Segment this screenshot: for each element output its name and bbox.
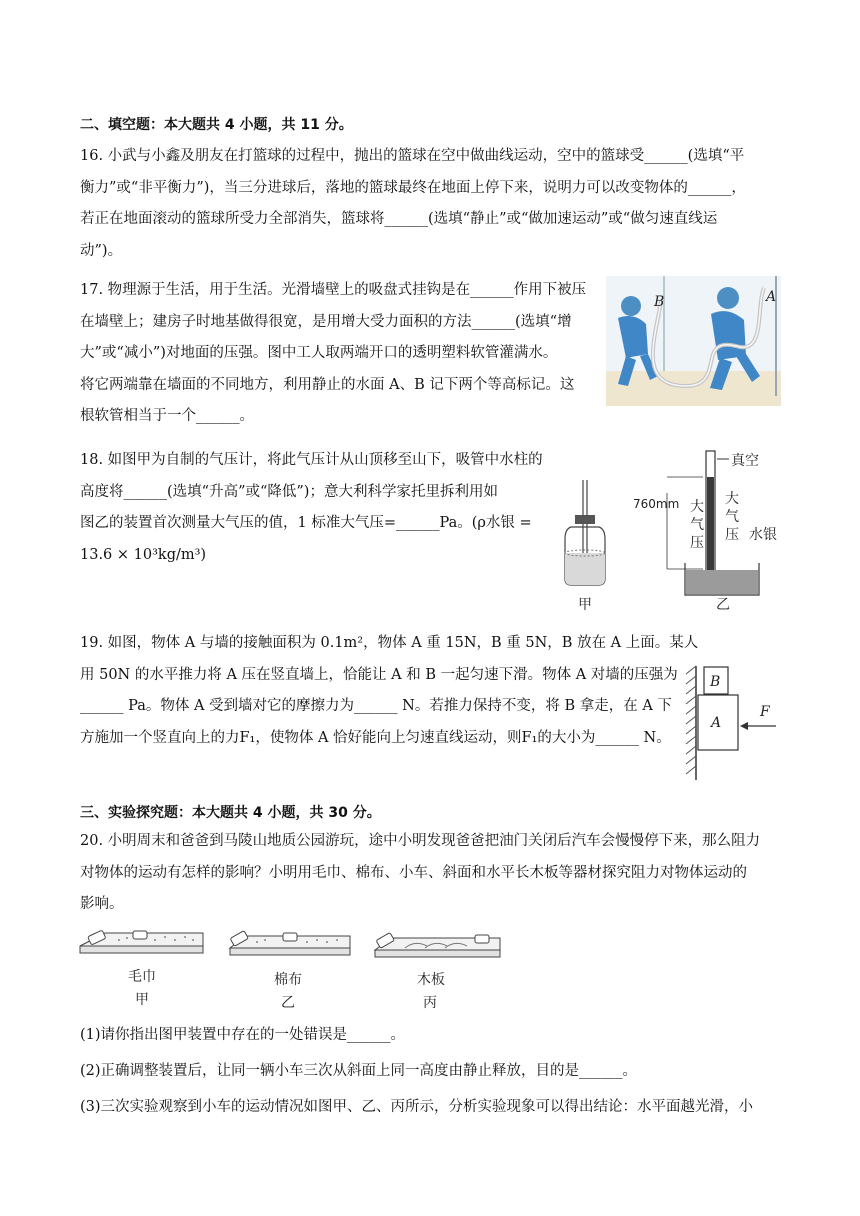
question-18-line: 图乙的装置首次测量大气压的值，1 标准大气压=______Pa。(ρ水银 =: [80, 515, 532, 531]
atm-right-1: 大: [725, 491, 739, 507]
question-19-line: ______ Pa。物体 A 受到墙对它的摩擦力为______ N。若推力保持不变，将 B 拿走，在 A 下: [80, 698, 672, 714]
caption-yi: 乙: [716, 597, 730, 613]
caption-jia: 甲: [135, 992, 149, 1008]
atm-left-3: 压: [690, 535, 704, 551]
question-20-part-3: (3)三次实验观察到小车的运动情况如图甲、乙、丙所示，分析实验现象可以得出结论：水平面越光滑，小: [80, 1099, 754, 1115]
force-f-label: F: [760, 704, 770, 720]
question-16: [80, 141, 746, 267]
section-2-title: 二、填空题：本大题共 4 小题，共 11 分。: [80, 117, 353, 133]
question-17-line: 根软管相当于一个______。: [80, 408, 254, 424]
question-20: [80, 826, 760, 921]
question-16-line: 动”)。: [80, 242, 123, 259]
question-18-line: 13.6 × 10³kg/m³): [80, 546, 207, 563]
label-mercury: 水银: [749, 527, 777, 543]
question-20-parts: [80, 1017, 753, 1125]
question-19-line: 19. 如图，物体 A 与墙的接触面积为 0.1m²，物体 A 重 15N，B 重 5N，B 放在 A 上面。某人: [80, 635, 699, 651]
label-b: B: [654, 294, 665, 310]
caption-jia: 甲: [578, 597, 592, 613]
atm-right-2: 气: [725, 509, 739, 525]
question-19-line: 方施加一个竖直向上的力F₁，使物体 A 恰好能向上匀速直线运动，则F₁的大小为______ N。: [80, 729, 671, 746]
question-16-line: 衡力”或“非平衡力”)，当三分进球后，落地的篮球最终在地面上停下来，说明力可以改变物体的______，: [80, 179, 746, 196]
surface-cotton: 棉布: [274, 972, 302, 988]
surface-towel: 毛巾: [128, 969, 156, 985]
ramps-figure: [75, 928, 515, 1013]
atm-right-3: 压: [725, 527, 739, 543]
wall-blocks-figure: [684, 664, 780, 782]
question-17-line: 将它两端靠在墙面的不同地方，利用静止的水面 A、B 记下两个等高标记。这: [80, 376, 575, 393]
question-17-line: 在墙壁上；建房子时地基做得很宽，是用增大受力面积的方法______(选填“增: [80, 313, 572, 330]
atm-left-2: 气: [690, 517, 704, 533]
caption-yi: 乙: [281, 995, 295, 1011]
question-16-line: 16. 小武与小鑫及朋友在打篮球的过程中，抛出的篮球在空中做曲线运动，空中的篮球受______(选填“平: [80, 148, 745, 164]
surface-board: 木板: [417, 972, 445, 988]
section-3-title: 三、实验探究题：本大题共 4 小题，共 30 分。: [80, 805, 381, 821]
atm-left-1: 大: [690, 499, 704, 515]
question-19: [80, 628, 698, 754]
question-17-line: 大”或“减小”)对地面的压强。图中工人取两端开口的透明塑料软管灌满水。: [80, 345, 558, 361]
question-18-line: 18. 如图甲为自制的气压计，将此气压计从山顶移至山下，吸管中水柱的: [80, 452, 543, 468]
block-a-label: A: [711, 715, 722, 731]
question-20-line: 20. 小明周末和爸爸到马陵山地质公园游玩，途中小明发现爸爸把油门关闭后汽车会慢慢停下来，那么阻力: [80, 833, 761, 849]
label-760mm: 760mm: [633, 497, 680, 511]
block-b-label: B: [710, 674, 721, 690]
question-20-part-2: (2)正确调整装置后，让同一辆小车三次从斜面上同一高度由静止释放，目的是______。: [80, 1063, 638, 1079]
question-19-line: 用 50N 的水平推力将 A 压在竖直墙上，恰能让 A 和 B 一起匀速下滑。物体 A 对墙的压强为: [80, 666, 678, 683]
workers-hose-figure: [606, 276, 781, 406]
question-16-line: 若正在地面滚动的篮球所受力全部消失，篮球将______(选填“静止”或“做加速运动”或“做匀速直线运: [80, 211, 718, 227]
question-20-line: 影响。: [80, 896, 124, 912]
question-17: [80, 275, 586, 433]
question-17-line: 17. 物理源于生活，用于生活。光滑墙壁上的吸盘式挂钩是在______作用下被压: [80, 282, 587, 298]
question-20-part-1: (1)请你指出图甲装置中存在的一处错误是______。: [80, 1027, 406, 1043]
label-vacuum: 真空: [731, 453, 759, 469]
label-a: A: [766, 289, 777, 305]
caption-bing: 丙: [423, 995, 437, 1011]
barometer-figure: [545, 443, 790, 618]
question-18-line: 高度将______(选填“升高”或“降低”)；意大利科学家托里拆利用如: [80, 483, 498, 500]
question-18: [80, 445, 543, 571]
question-20-line: 对物体的运动有怎样的影响？小明用毛巾、棉布、小车、斜面和水平长木板等器材探究阻力对物体运动的: [80, 864, 747, 881]
